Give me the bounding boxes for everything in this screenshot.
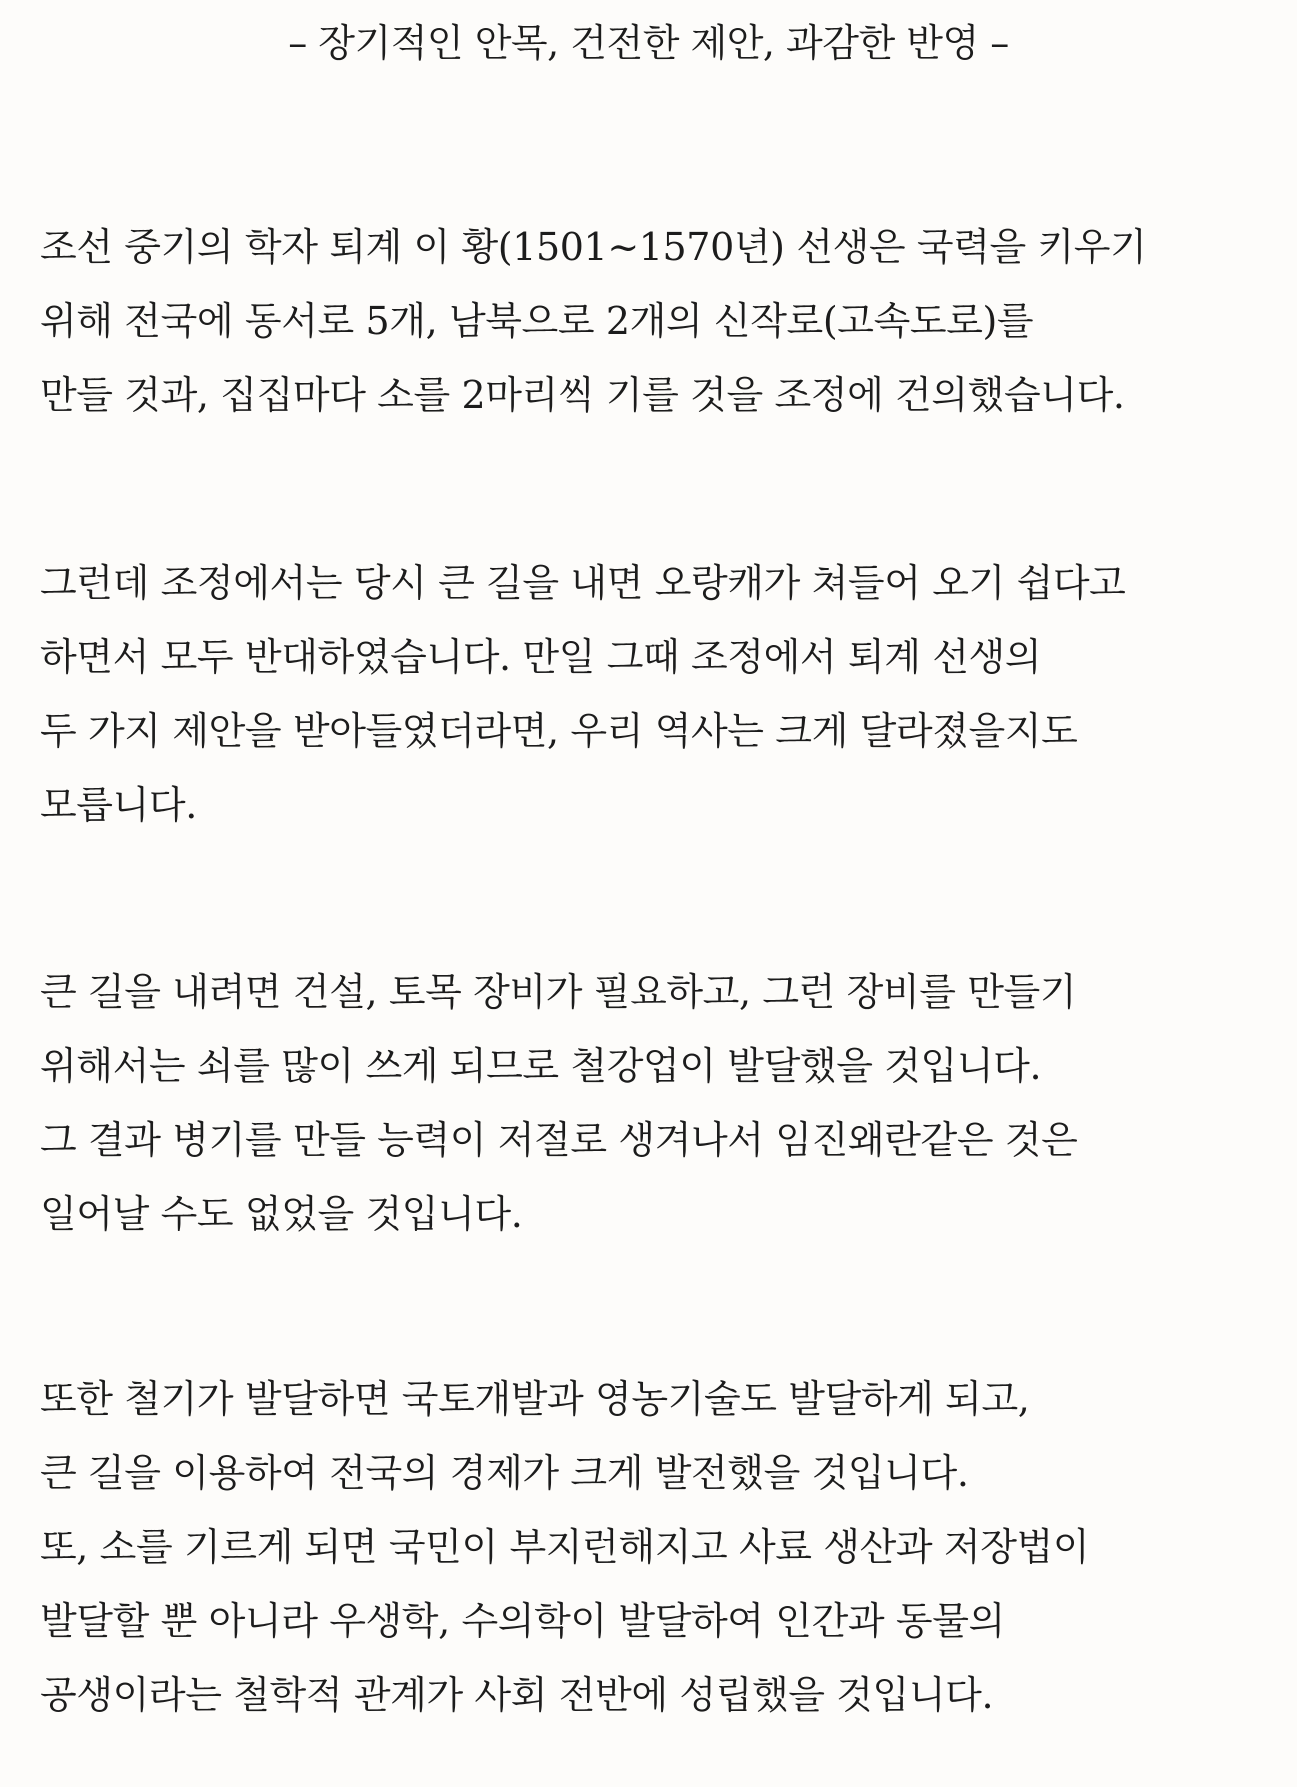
text-line: 또, 소를 기르게 되면 국민이 부지런해지고 사료 생산과 저장법이 <box>40 1525 1090 1569</box>
text-line: 또한 철기가 발달하면 국토개발과 영농기술도 발달하게 되고, <box>40 1377 1030 1421</box>
text-line: 위해 전국에 동서로 5개, 남북으로 2개의 신작로(고속도로)를 <box>40 299 1034 343</box>
text-line: 큰 길을 내려면 건설, 토목 장비가 필요하고, 그런 장비를 만들기 <box>40 970 1077 1014</box>
paragraph-3 <box>40 955 1270 1251</box>
text-line: 일어날 수도 없었을 것입니다. <box>40 1192 523 1236</box>
paragraph-2 <box>40 546 1270 842</box>
text-line: 그 결과 병기를 만들 능력이 저절로 생겨나서 임진왜란같은 것은 <box>40 1118 1078 1162</box>
text-line: 발달할 뿐 아니라 우생학, 수의학이 발달하여 인간과 동물의 <box>40 1599 1005 1643</box>
text-line: 위해서는 쇠를 많이 쓰게 되므로 철강업이 발달했을 것입니다. <box>40 1044 1042 1088</box>
text-line: 하면서 모두 반대하였습니다. 만일 그때 조정에서 퇴계 선생의 <box>40 635 1042 679</box>
text-line: 조선 중기의 학자 퇴계 이 황(1501~1570년) 선생은 국력을 키우기 <box>40 225 1147 269</box>
text-line: 두 가지 제안을 받아들였더라면, 우리 역사는 크게 달라졌을지도 <box>40 709 1078 753</box>
paragraph-1 <box>40 210 1270 432</box>
text-line: 만들 것과, 집집마다 소를 2마리씩 기를 것을 조정에 건의했습니다. <box>40 373 1125 417</box>
text-line: 그런데 조정에서는 당시 큰 길을 내면 오랑캐가 쳐들어 오기 쉽다고 <box>40 561 1126 605</box>
paragraph-4 <box>40 1362 1270 1732</box>
text-line: 공생이라는 철학적 관계가 사회 전반에 성립했을 것입니다. <box>40 1673 994 1717</box>
text-line: 큰 길을 이용하여 전국의 경제가 크게 발전했을 것입니다. <box>40 1451 969 1495</box>
page-title: – 장기적인 안목, 건전한 제안, 과감한 반영 – <box>288 21 1009 65</box>
text-line: 모릅니다. <box>40 783 197 827</box>
